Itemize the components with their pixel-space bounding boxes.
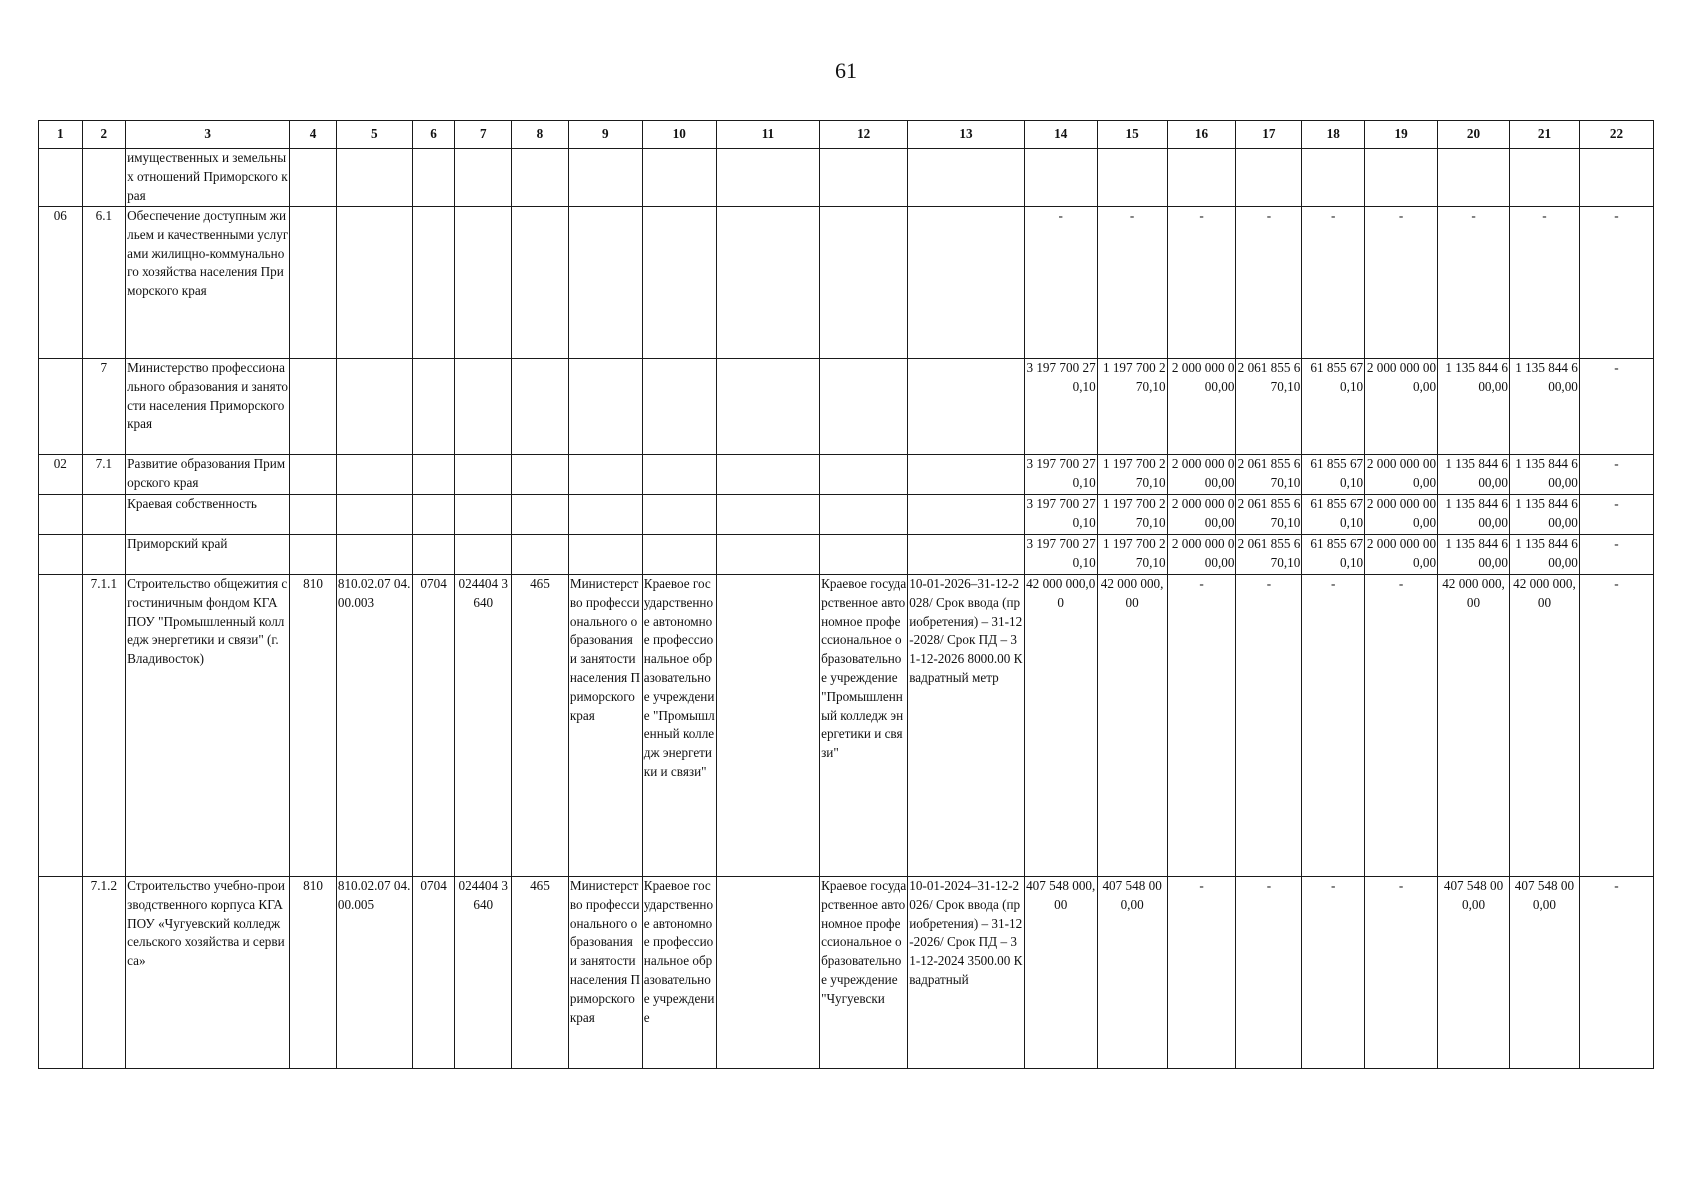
amount-cell: 1 197 700 270,10 — [1097, 455, 1167, 495]
table-row — [39, 877, 1654, 1069]
cell — [642, 149, 716, 207]
header-cell: 2 — [82, 121, 126, 149]
cell: 024404 3640 — [455, 575, 512, 877]
cell — [455, 455, 512, 495]
amount-cell: 3 197 700 270,10 — [1024, 535, 1097, 575]
cell — [716, 455, 819, 495]
cell — [642, 359, 716, 455]
amount-cell: 407 548 000,00 — [1097, 877, 1167, 1069]
header-cell: 7 — [455, 121, 512, 149]
cell — [820, 359, 908, 455]
amount-cell: - — [1438, 207, 1510, 359]
amount-cell: 3 197 700 270,10 — [1024, 495, 1097, 535]
row-number: 7 — [82, 359, 126, 455]
amount-cell — [1365, 149, 1438, 207]
cell — [642, 207, 716, 359]
row-number: 7.1 — [82, 455, 126, 495]
amount-cell: 61 855 670,10 — [1302, 495, 1365, 535]
amount-cell: 1 135 844 600,00 — [1438, 359, 1510, 455]
row-title: Строительство учебно-производственного корпуса КГА ПОУ «Чугуевский колледж сельского хозяйства и сервиса» — [126, 877, 290, 1069]
page-number: 61 — [835, 58, 857, 83]
cell — [512, 207, 569, 359]
amount-cell — [1236, 149, 1302, 207]
header-cell: 5 — [336, 121, 412, 149]
table-row — [39, 535, 1654, 575]
cell — [290, 495, 337, 535]
row-number — [82, 149, 126, 207]
header-cell: 17 — [1236, 121, 1302, 149]
row-code — [39, 359, 83, 455]
amount-cell: - — [1302, 575, 1365, 877]
cell — [716, 575, 819, 877]
amount-cell: - — [1579, 455, 1653, 495]
cell — [336, 535, 412, 575]
row-title: Краевая собственность — [126, 495, 290, 535]
cell — [820, 207, 908, 359]
cell: 10-01-2026–31-12-2028/ Срок ввода (приобретения) – 31-12-2028/ Срок ПД – 31-12-2026 8000.00 Квадратный метр — [908, 575, 1025, 877]
row-number: 7.1.2 — [82, 877, 126, 1069]
amount-cell: - — [1167, 575, 1236, 877]
header-cell: 1 — [39, 121, 83, 149]
amount-cell: - — [1167, 877, 1236, 1069]
amount-cell: 1 197 700 270,10 — [1097, 495, 1167, 535]
cell: Министерство профессионального образования и занятости населения Приморского края — [568, 877, 642, 1069]
amount-cell: 2 000 000 000,00 — [1167, 535, 1236, 575]
cell — [290, 535, 337, 575]
cell — [455, 359, 512, 455]
header-cell: 16 — [1167, 121, 1236, 149]
amount-cell: 1 135 844 600,00 — [1509, 535, 1579, 575]
amount-cell: 1 197 700 270,10 — [1097, 359, 1167, 455]
cell — [568, 359, 642, 455]
header-cell: 3 — [126, 121, 290, 149]
amount-cell: 61 855 670,10 — [1302, 359, 1365, 455]
cell — [908, 455, 1025, 495]
cell: 810.02.07 04.00.005 — [336, 877, 412, 1069]
cell: 810 — [290, 877, 337, 1069]
table-row — [39, 575, 1654, 877]
amount-cell: - — [1097, 207, 1167, 359]
cell — [290, 359, 337, 455]
row-number: 6.1 — [82, 207, 126, 359]
cell — [716, 535, 819, 575]
cell — [455, 207, 512, 359]
amount-cell: 1 197 700 270,10 — [1097, 535, 1167, 575]
amount-cell: - — [1302, 207, 1365, 359]
amount-cell: 42 000 000,00 — [1097, 575, 1167, 877]
cell: 024404 3640 — [455, 877, 512, 1069]
amount-cell: 1 135 844 600,00 — [1438, 495, 1510, 535]
cell: 465 — [512, 575, 569, 877]
amount-cell: - — [1236, 575, 1302, 877]
table-row — [39, 359, 1654, 455]
cell — [908, 359, 1025, 455]
row-code — [39, 575, 83, 877]
cell — [290, 149, 337, 207]
header-cell: 21 — [1509, 121, 1579, 149]
cell — [820, 535, 908, 575]
cell — [568, 207, 642, 359]
cell — [412, 207, 455, 359]
cell — [716, 207, 819, 359]
cell — [412, 495, 455, 535]
cell: Краевое государственное автономное профессиональное образовательное учреждение "Промышленный колледж энергетики и связи" — [820, 575, 908, 877]
cell — [290, 455, 337, 495]
amount-cell — [1167, 149, 1236, 207]
amount-cell: 2 000 000 000,00 — [1365, 455, 1438, 495]
row-code — [39, 877, 83, 1069]
row-code — [39, 149, 83, 207]
cell — [336, 495, 412, 535]
amount-cell: 42 000 000,00 — [1509, 575, 1579, 877]
header-cell: 14 — [1024, 121, 1097, 149]
cell — [568, 535, 642, 575]
table-row — [39, 455, 1654, 495]
amount-cell: 2 000 000 000,00 — [1167, 495, 1236, 535]
cell — [716, 149, 819, 207]
cell: Краевое государственное автономное профессиональное образовательное учреждение "Промышленный колледж энергетики и связи" — [642, 575, 716, 877]
cell — [455, 149, 512, 207]
amount-cell: 407 548 000,00 — [1024, 877, 1097, 1069]
amount-cell: 2 000 000 000,00 — [1365, 495, 1438, 535]
amount-cell: - — [1579, 207, 1653, 359]
table-row — [39, 207, 1654, 359]
amount-cell: 3 197 700 270,10 — [1024, 455, 1097, 495]
cell — [908, 535, 1025, 575]
amount-cell: 2 061 855 670,10 — [1236, 495, 1302, 535]
cell — [336, 455, 412, 495]
header-cell: 10 — [642, 121, 716, 149]
cell — [512, 359, 569, 455]
cell — [716, 359, 819, 455]
amount-cell — [1509, 149, 1579, 207]
amount-cell: - — [1579, 359, 1653, 455]
amount-cell: 2 000 000 000,00 — [1365, 535, 1438, 575]
cell — [908, 207, 1025, 359]
header-cell: 13 — [908, 121, 1025, 149]
header-cell: 22 — [1579, 121, 1653, 149]
cell — [820, 455, 908, 495]
amount-cell: 1 135 844 600,00 — [1438, 455, 1510, 495]
amount-cell: - — [1167, 207, 1236, 359]
header-cell: 6 — [412, 121, 455, 149]
cell — [412, 455, 455, 495]
amount-cell: 2 000 000 000,00 — [1365, 359, 1438, 455]
amount-cell: 42 000 000,00 — [1024, 575, 1097, 877]
amount-cell: - — [1024, 207, 1097, 359]
cell — [716, 495, 819, 535]
cell — [336, 359, 412, 455]
amount-cell: - — [1365, 575, 1438, 877]
budget-table — [38, 120, 1654, 1069]
cell — [908, 149, 1025, 207]
amount-cell: - — [1236, 207, 1302, 359]
cell — [568, 495, 642, 535]
row-title: Приморский край — [126, 535, 290, 575]
cell — [336, 149, 412, 207]
row-code — [39, 535, 83, 575]
row-code: 06 — [39, 207, 83, 359]
amount-cell: 1 135 844 600,00 — [1509, 455, 1579, 495]
amount-cell: 2 061 855 670,10 — [1236, 455, 1302, 495]
cell — [412, 535, 455, 575]
header-row — [39, 121, 1654, 149]
cell: Краевое государственное автономное профессиональное образовательное учреждение — [642, 877, 716, 1069]
header-cell: 9 — [568, 121, 642, 149]
cell: 0704 — [412, 575, 455, 877]
header-cell: 12 — [820, 121, 908, 149]
amount-cell — [1579, 149, 1653, 207]
amount-cell: - — [1302, 877, 1365, 1069]
amount-cell: 2 061 855 670,10 — [1236, 535, 1302, 575]
header-cell: 4 — [290, 121, 337, 149]
amount-cell — [1302, 149, 1365, 207]
cell — [908, 495, 1025, 535]
amount-cell: - — [1365, 877, 1438, 1069]
row-code: 02 — [39, 455, 83, 495]
cell — [412, 359, 455, 455]
amount-cell: 407 548 000,00 — [1438, 877, 1510, 1069]
amount-cell: 407 548 000,00 — [1509, 877, 1579, 1069]
cell: 465 — [512, 877, 569, 1069]
cell — [642, 455, 716, 495]
cell — [568, 149, 642, 207]
amount-cell — [1024, 149, 1097, 207]
row-title: Министерство профессионального образования и занятости населения Приморского края — [126, 359, 290, 455]
row-title: имущественных и земельных отношений Приморского края — [126, 149, 290, 207]
cell — [512, 535, 569, 575]
amount-cell: 42 000 000,00 — [1438, 575, 1510, 877]
cell: 0704 — [412, 877, 455, 1069]
cell: 810 — [290, 575, 337, 877]
cell: Министерство профессионального образования и занятости населения Приморского края — [568, 575, 642, 877]
amount-cell: - — [1509, 207, 1579, 359]
amount-cell: 1 135 844 600,00 — [1438, 535, 1510, 575]
amount-cell: 2 061 855 670,10 — [1236, 359, 1302, 455]
header-cell: 15 — [1097, 121, 1167, 149]
amount-cell: 1 135 844 600,00 — [1509, 495, 1579, 535]
amount-cell: - — [1579, 535, 1653, 575]
amount-cell: 1 135 844 600,00 — [1509, 359, 1579, 455]
cell — [716, 877, 819, 1069]
row-title: Строительство общежития с гостиничным фондом КГА ПОУ "Промышленный колледж энергетики и связи" (г. Владивосток) — [126, 575, 290, 877]
header-cell: 8 — [512, 121, 569, 149]
amount-cell: - — [1236, 877, 1302, 1069]
header-cell: 20 — [1438, 121, 1510, 149]
table-row — [39, 149, 1654, 207]
cell — [820, 149, 908, 207]
header-cell: 11 — [716, 121, 819, 149]
amount-cell: 2 000 000 000,00 — [1167, 359, 1236, 455]
amount-cell: - — [1579, 575, 1653, 877]
cell — [512, 455, 569, 495]
row-code — [39, 495, 83, 535]
cell — [455, 535, 512, 575]
cell — [336, 207, 412, 359]
header-cell: 19 — [1365, 121, 1438, 149]
amount-cell: 2 000 000 000,00 — [1167, 455, 1236, 495]
amount-cell: - — [1579, 877, 1653, 1069]
cell — [290, 207, 337, 359]
cell — [642, 495, 716, 535]
cell: Краевое государственное автономное профессиональное образовательное учреждение "Чугуевски — [820, 877, 908, 1069]
amount-cell: 61 855 670,10 — [1302, 535, 1365, 575]
amount-cell — [1097, 149, 1167, 207]
cell — [412, 149, 455, 207]
cell: 810.02.07 04.00.003 — [336, 575, 412, 877]
table-row — [39, 495, 1654, 535]
cell — [642, 535, 716, 575]
row-number — [82, 535, 126, 575]
header-cell: 18 — [1302, 121, 1365, 149]
row-title: Развитие образования Приморского края — [126, 455, 290, 495]
cell — [512, 149, 569, 207]
amount-cell: 61 855 670,10 — [1302, 455, 1365, 495]
cell: 10-01-2024–31-12-2026/ Срок ввода (приобретения) – 31-12-2026/ Срок ПД – 31-12-2024 3500.00 Квадратный — [908, 877, 1025, 1069]
amount-cell: 3 197 700 270,10 — [1024, 359, 1097, 455]
cell — [455, 495, 512, 535]
amount-cell: - — [1365, 207, 1438, 359]
row-title: Обеспечение доступным жильем и качественными услугами жилищно-коммунального хозяйства населения Приморского края — [126, 207, 290, 359]
cell — [512, 495, 569, 535]
cell — [820, 495, 908, 535]
amount-cell — [1438, 149, 1510, 207]
row-number — [82, 495, 126, 535]
amount-cell: - — [1579, 495, 1653, 535]
row-number: 7.1.1 — [82, 575, 126, 877]
cell — [568, 455, 642, 495]
